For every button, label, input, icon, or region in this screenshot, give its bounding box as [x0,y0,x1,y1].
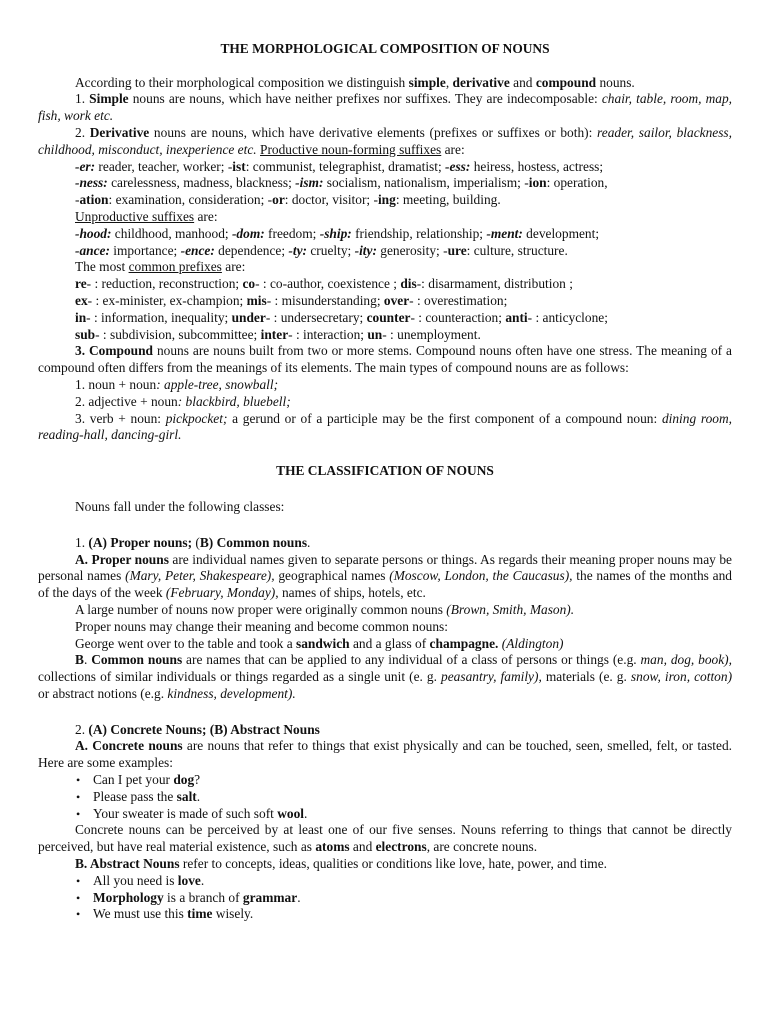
examples: reader, sailor, blackness, childhood, misconduct, inexperience etc. [38,124,732,157]
concrete-nouns-perception: Concrete nouns can be perceived by at least one of our five senses. Nouns referring to things that cannot be directly perceived, but have real material existence, such as atoms and electrons, are concrete nouns. [38,822,732,855]
intro-text: , [445,74,453,90]
examples: chair, table, room, map, fish, work etc. [38,91,732,124]
unproductive-suffixes-intro: Unproductive suffixes are: [75,208,218,224]
term-simple: Simple [89,91,129,107]
term-compound: 3. Compound [75,343,153,359]
derivative-nouns-paragraph: 2. Derivative nouns are nouns, which have derivative elements (prefixes or suffixes or both): reader, sailor, blackness, childhood, misconduct, inexperience etc. Productive noun-forming suffixes are: [38,124,732,157]
intro-text: According to their morphological composition we distinguish [75,74,409,90]
common-prefixes-label: common prefixes [128,259,222,275]
heading-classification: THE CLASSIFICATION OF NOUNS [276,463,494,479]
bullet-icon: • [76,806,81,821]
bullet-icon: • [76,873,81,888]
bullet-icon: • [76,773,81,788]
suffix-line: -hood: childhood, manhood; -dom: freedom; -ship: friendship, relationship; -ment: development; [75,225,600,241]
suffix-line: -ance: importance; -ence: dependence; -ty: cruelty; -ity: generosity; -ure: culture, structure. [75,242,568,258]
section-2-title: 2. (A) Concrete Nouns; (B) Abstract Nouns [75,721,320,737]
heading-morphological-composition: THE MORPHOLOGICAL COMPOSITION OF NOUNS [220,41,550,56]
productive-suffixes-label: Productive noun-forming suffixes [260,141,442,157]
list-item: • We must use this time wisely. [76,906,254,922]
prefix-line: sub- : subdivision, subcommittee; inter- : interaction; un- : unemployment. [75,326,481,342]
abstract-examples-list [38,873,732,923]
unproductive-suffixes-label: Unproductive suffixes [75,208,195,224]
intro-text: and [509,74,536,90]
suffix-line: -ness: carelessness, madness, blackness; -ism: socialism, nationalism, imperialism; -ion: operation, [75,175,608,191]
intro-paragraph [38,75,732,92]
list-item: • Morphology is a branch of grammar. [76,889,301,905]
prefix-line: ex- : ex-minister, ex-champion; mis- : misunderstanding; over- : overestimation; [75,292,508,308]
common-nouns-paragraph: B. Common nouns are names that can be applied to any individual of a class of persons or things (e.g. man, dog, book), collections of similar individuals or things regarded as a single unit (e. g. peasantry, family), materials (e. g. snow, iron, cotton) or abstract notions (e.g. kindness, development). [38,652,733,701]
abstract-nouns-paragraph: B. Abstract Nouns refer to concepts, ideas, qualities or conditions like love, hate, power, and time. [75,856,608,872]
prefix-line: in- : information, inequality; under- : undersecretary; counter- : counteraction; anti- : anticyclone; [75,309,608,325]
proper-nouns-paragraph: A. Proper nouns are individual names given to separate persons or things. As regards their meaning proper nouns may be personal names (Mary, Peter, Shakespeare), geographical names (Moscow, London, the Caucasus), the names of the months and of the days of the week (February, Monday), names of ships, hotels, etc. [38,551,732,601]
list-item: • All you need is love. [76,872,205,888]
suffix-line: -ation: examination, consideration; -or: doctor, visitor; -ing: meeting, building. [75,192,501,208]
compound-type-line: 2. adjective + noun: blackbird, bluebell; [75,393,291,409]
compound-nouns-paragraph: 3. Compound nouns are nouns built from two or more stems. Compound nouns often have one stress. The meaning of a compound often differs from the meanings of its elements. The main types of compound nouns are as follows: [38,343,732,376]
section-1-title: 1. (A) Proper nouns; (B) Common nouns. [75,534,311,550]
prefixes-intro: The most common prefixes are: [75,259,246,275]
concrete-nouns-paragraph: A. Concrete nouns are nouns that refer to things that exist physically and can be touched, seen, smelled, felt, or tasted. Here are some examples: [38,738,732,771]
bullet-icon: • [76,890,81,905]
term-common-nouns: Common nouns [91,652,183,668]
term-compound: compound [535,74,597,90]
term-derivative: derivative [452,74,510,90]
term-derivative: Derivative [89,124,150,140]
compound-type-line: 1. noun + noun: apple-tree, snowball; [75,376,279,392]
simple-nouns-paragraph: 1. Simple nouns are nouns, which have neither prefixes nor suffixes. They are indecomposable: chair, table, room, map, fish, work etc. [38,91,732,124]
term-simple: simple [408,74,446,90]
bullet-icon: • [76,789,81,804]
concrete-examples-list [38,772,732,822]
classes-intro: Nouns fall under the following classes: [75,498,285,514]
bullet-icon: • [76,907,81,922]
compound-type-line: 3. verb + noun: pickpocket; a gerund or of a participle may be the first component of a compound noun: dining room, reading-hall, dancing-girl. [38,410,732,443]
proper-nouns-change: Proper nouns may change their meaning and become common nouns: [75,618,448,634]
proper-nouns-origin: A large number of nouns now proper were originally common nouns (Brown, Smith, Mason). [75,601,575,617]
list-item: • Please pass the salt. [76,788,201,804]
term-concrete-nouns: A. Concrete nouns [75,738,183,754]
list-item: • Your sweater is made of such soft wool. [76,805,308,821]
term-proper-nouns: Proper nouns [91,551,169,567]
example-sentence: George went over to the table and took a sandwich and a glass of champagne. (Aldington) [75,635,564,651]
term-abstract-nouns: B. Abstract Nouns [75,856,180,872]
suffix-line: -er: reader, teacher, worker; -ist: communist, telegraphist, dramatist; -ess: heiress, hostess, actress; [75,158,604,174]
prefix-line: re- : reduction, reconstruction; co- : co-author, coexistence ; dis-: disarmament, distribution ; [75,276,573,292]
intro-text: nouns. [596,74,635,90]
list-item: • Can I pet your dog? [76,772,201,788]
